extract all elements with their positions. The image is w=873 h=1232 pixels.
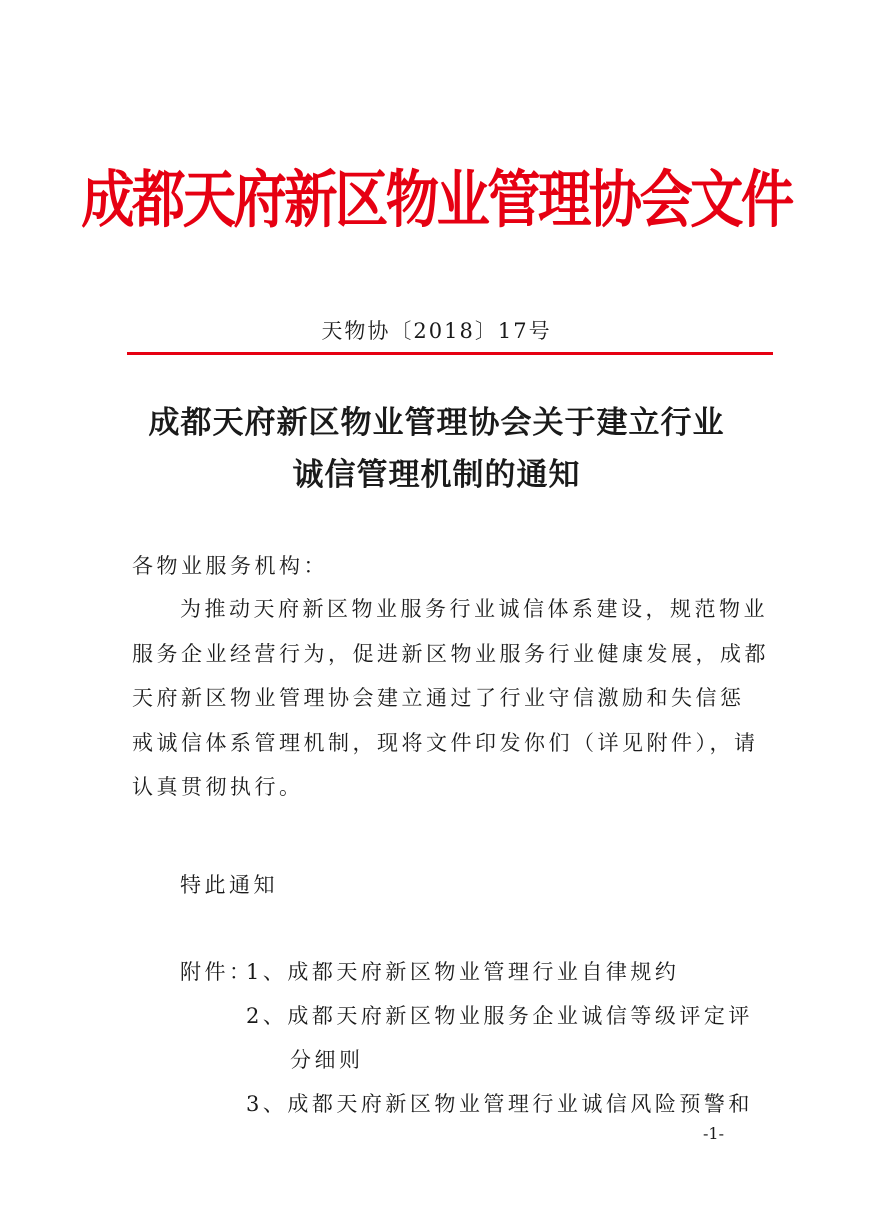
page-number: -1- [703, 1124, 724, 1143]
body-line-4: 戒诚信体系管理机制，现将文件印发你们（详见附件），请 [132, 731, 759, 755]
attachment-item-2-cont: 分细则 [290, 1048, 364, 1072]
attachment-item-2: 2、成都天府新区物业服务企业诚信等级评定评 [246, 1004, 753, 1028]
org-header-title: 成都天府新区物业管理协会文件 [81, 163, 792, 236]
body-line-5: 认真贯彻执行。 [132, 775, 304, 799]
attachment-item-1: 1、成都天府新区物业管理行业自律规约 [246, 960, 680, 984]
notice-title-line-1: 成都天府新区物业管理协会关于建立行业 [148, 405, 725, 441]
attachments-label: 附件： [180, 960, 254, 984]
salutation: 各物业服务机构： [132, 554, 328, 578]
red-divider-line [127, 352, 773, 355]
body-line-3: 天府新区物业管理协会建立通过了行业守信激励和失信惩 [132, 686, 745, 710]
body-line-1: 为推动天府新区物业服务行业诚信体系建设，规范物业 [180, 597, 768, 621]
closing-text: 特此通知 [180, 873, 278, 897]
document-number: 天物协〔2018〕17号 [321, 319, 552, 343]
body-line-2: 服务企业经营行为，促进新区物业服务行业健康发展，成都 [132, 642, 769, 666]
notice-title-line-2: 诚信管理机制的通知 [292, 457, 581, 493]
attachment-item-3: 3、成都天府新区物业管理行业诚信风险预警和 [246, 1092, 753, 1116]
